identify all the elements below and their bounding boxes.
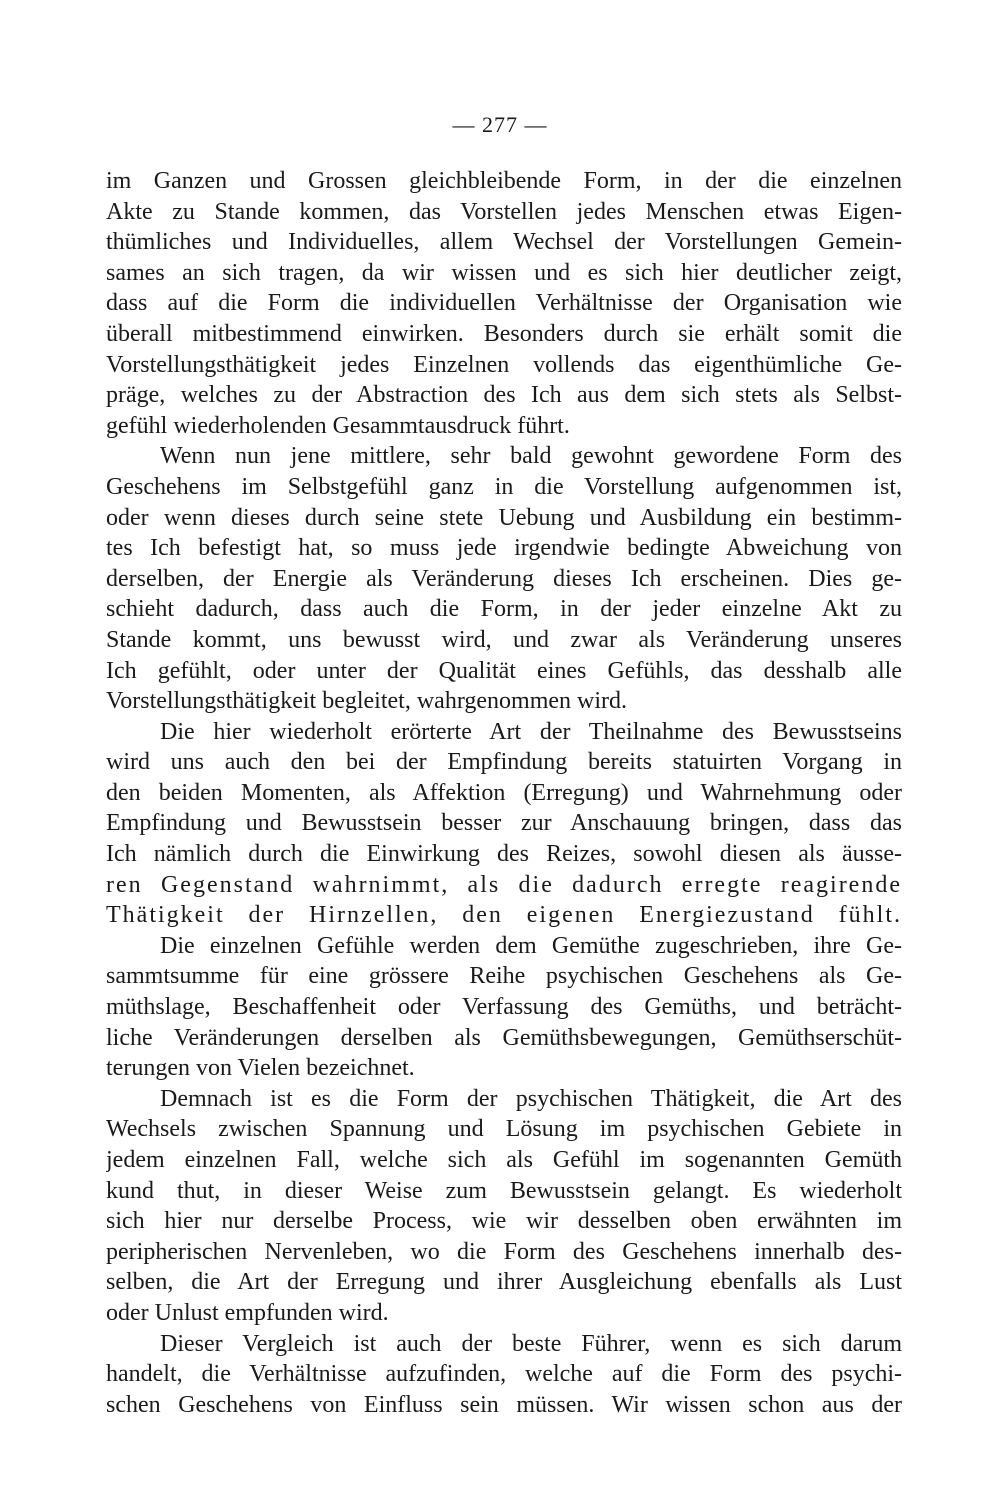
text-line: Wenn nun jene mittlere, sehr bald gewohnt gewordene Form des [160, 443, 902, 470]
text-line: präge, welches zu der Abstraction des Ich aus dem sich stets als Selbst- [106, 382, 902, 409]
body-text [106, 166, 902, 1420]
text-line: Vorstellungsthätigkeit begleitet, wahrgenommen wird. [106, 688, 628, 715]
text-line: im Ganzen und Grossen gleichbleibende Form, in der die einzelnen [106, 168, 902, 194]
text-line: Demnach ist es die Form der psychischen Thätigkeit, die Art des [160, 1085, 902, 1112]
text-line: thümliches und Individuelles, allem Wechsel der Vorstellungen Gemein- [106, 229, 902, 256]
text-line: Ich gefühlt, oder unter der Qualität eines Gefühls, das desshalb alle [106, 657, 902, 684]
text-line: wird uns auch den bei der Empfindung bereits statuirten Vorgang in [106, 749, 902, 776]
text-line: handelt, die Verhältnisse aufzufinden, welche auf die Form des psychi- [106, 1361, 902, 1388]
page-number: — 277 — [452, 112, 548, 137]
text-line: ren Gegenstand wahrnimmt, als die dadurch erregte reagirende [106, 871, 902, 898]
text-line: tes Ich befestigt hat, so muss jede irgendwie bedingte Abweichung von [106, 535, 902, 562]
text-line: den beiden Momenten, als Affektion (Erregung) und Wahrnehmung oder [106, 779, 902, 806]
text-line: schieht dadurch, dass auch die Form, in der jeder einzelne Akt zu [106, 596, 902, 623]
text-line: kund thut, in dieser Weise zum Bewusstsein gelangt. Es wiederholt [106, 1177, 902, 1204]
text-line: Geschehens im Selbstgefühl ganz in die Vorstellung aufgenommen ist, [106, 473, 902, 500]
text-line: Wechsels zwischen Spannung und Lösung im psychischen Gebiete in [106, 1116, 902, 1143]
text-line: gefühl wiederholenden Gesammtausdruck führt. [106, 412, 570, 439]
text-line: Akte zu Stande kommen, das Vorstellen jedes Menschen etwas Eigen- [106, 198, 902, 225]
text-line: sich hier nur derselbe Process, wie wir desselben oben erwähnten im [106, 1208, 902, 1235]
text-line: sames an sich tragen, da wir wissen und es sich hier deutlicher zeigt, [106, 259, 902, 286]
text-line: oder Unlust empfunden wird. [106, 1299, 389, 1326]
text-line: Vorstellungsthätigkeit jedes Einzelnen vollends das eigenthümliche Ge- [106, 351, 902, 378]
text-line: müthslage, Beschaffenheit oder Verfassung des Gemüths, und beträcht- [106, 994, 902, 1021]
text-line: selben, die Art der Erregung und ihrer Ausgleichung ebenfalls als Lust [106, 1269, 902, 1296]
text-line: derselben, der Energie als Veränderung dieses Ich erscheinen. Dies ge- [106, 565, 902, 592]
text-line: Die hier wiederholt erörterte Art der Theilnahme des Bewusstseins [160, 718, 902, 745]
text-line: schen Geschehens von Einfluss sein müssen. Wir wissen schon aus der [106, 1391, 902, 1418]
text-line: Empfindung und Bewusstsein besser zur Anschauung bringen, dass das [106, 810, 902, 837]
text-line: Dieser Vergleich ist auch der beste Führer, wenn es sich darum [160, 1330, 902, 1357]
text-line: Stande kommt, uns bewusst wird, und zwar als Veränderung unseres [106, 626, 902, 653]
text-line: Die einzelnen Gefühle werden dem Gemüthe zugeschrieben, ihre Ge- [160, 932, 902, 959]
text-line: jedem einzelnen Fall, welche sich als Gefühl im sogenannten Gemüth [106, 1147, 902, 1173]
text-line: peripherischen Nervenleben, wo die Form des Geschehens innerhalb des- [106, 1238, 902, 1265]
text-line: überall mitbestimmend einwirken. Besonders durch sie erhält somit die [106, 320, 902, 347]
text-line: oder wenn dieses durch seine stete Uebung und Ausbildung ein bestimm- [106, 504, 902, 531]
text-line: Thätigkeit der Hirnzellen, den eigenen Energiezustand fühlt. [106, 902, 902, 929]
text-line: sammtsumme für eine grössere Reihe psychischen Geschehens als Ge- [106, 963, 902, 990]
text-line: Ich nämlich durch die Einwirkung des Reizes, sowohl diesen als äusse- [106, 841, 902, 868]
text-line: liche Veränderungen derselben als Gemüthsbewegungen, Gemüthserschüt- [106, 1024, 902, 1051]
text-line: dass auf die Form die individuellen Verhältnisse der Organisation wie [106, 290, 902, 317]
text-line: terungen von Vielen bezeichnet. [106, 1055, 415, 1082]
